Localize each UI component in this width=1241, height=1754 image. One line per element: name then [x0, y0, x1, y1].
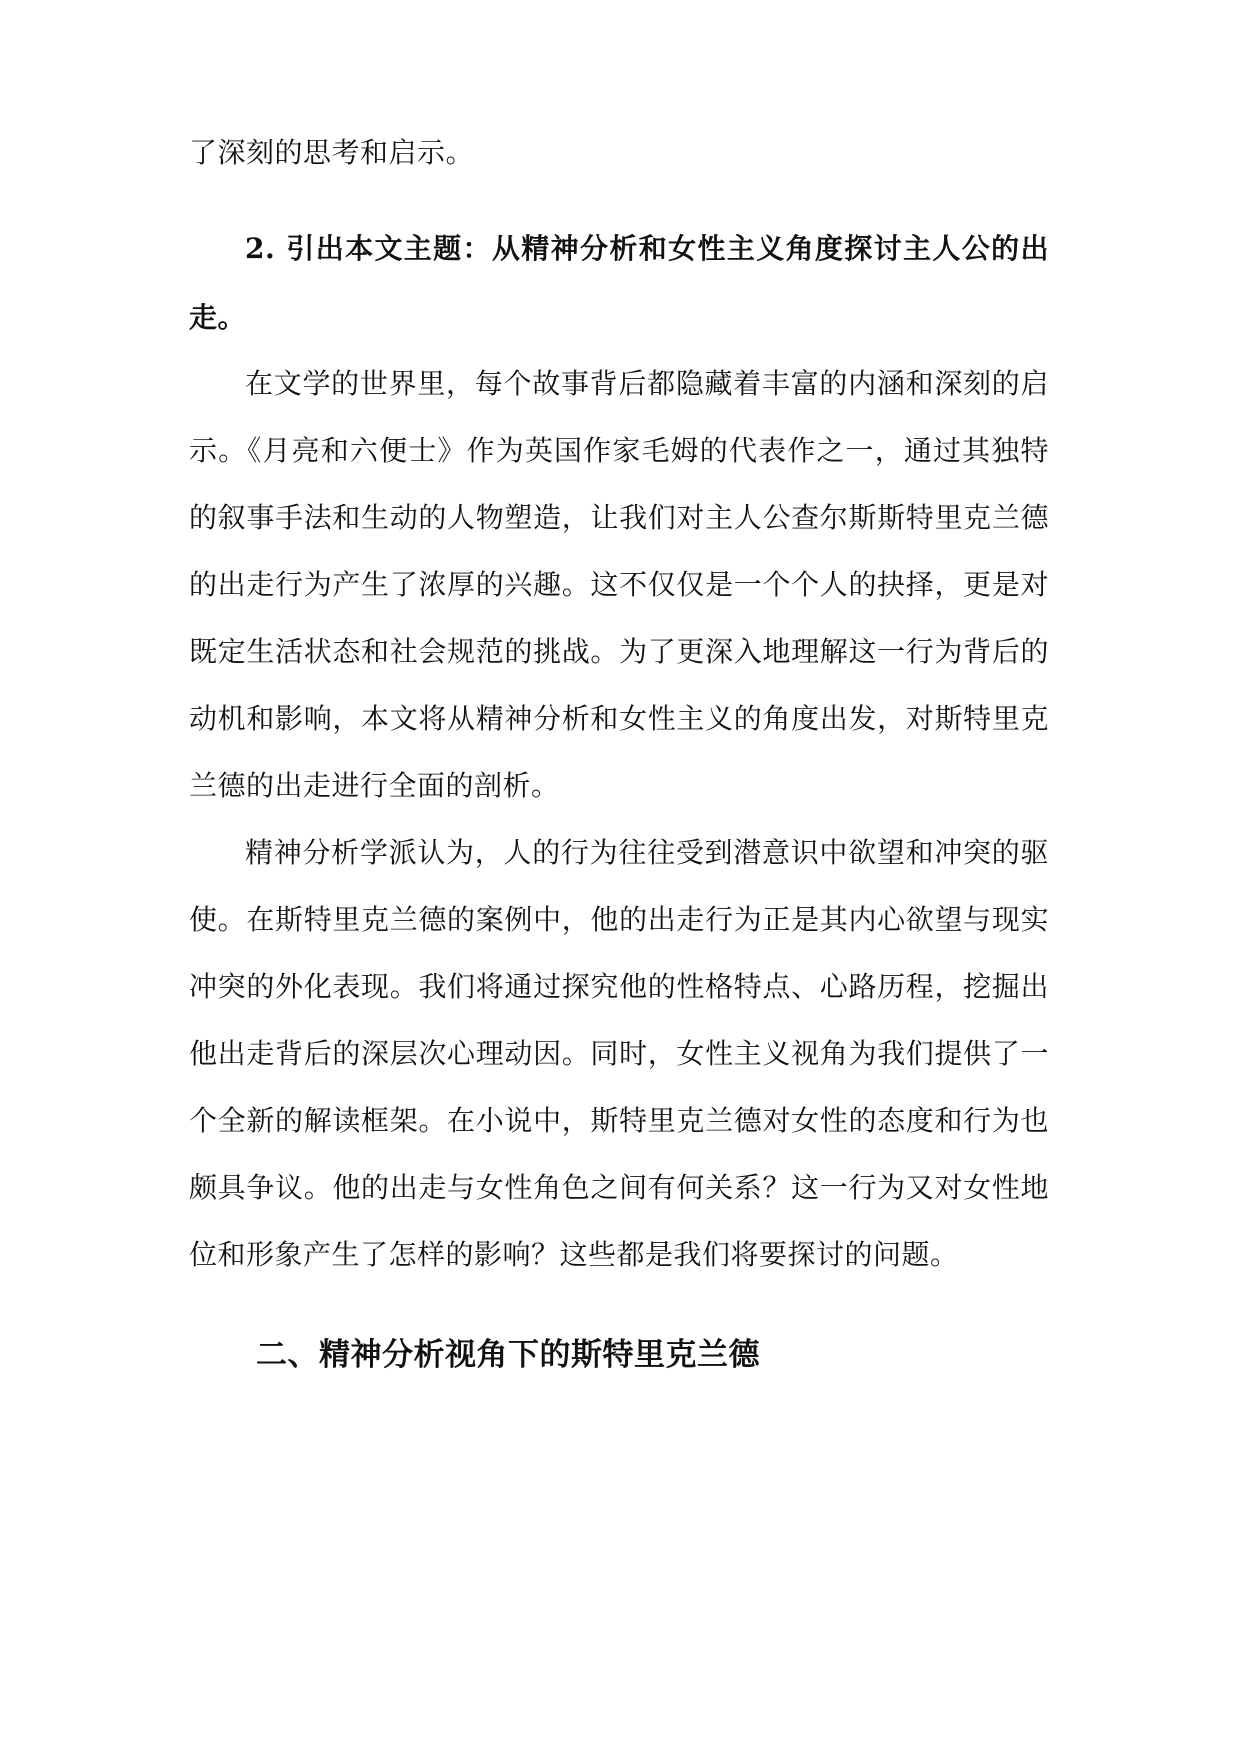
paragraph-continuation-line: 了深刻的思考和启示。: [189, 136, 475, 169]
paragraph-2-line-4: 他出走背后的深层次心理动因。同时，女性主义视角为我们提供了一: [189, 1037, 1049, 1070]
paragraph-1-line-6: 动机和影响，本文将从精神分析和女性主义的角度出发，对斯特里克: [189, 702, 1049, 735]
paragraph-2-line-6: 颇具争议。他的出走与女性角色之间有何关系？这一行为又对女性地: [189, 1171, 1049, 1204]
paragraph-1-line-3: 的叙事手法和生动的人物塑造，让我们对主人公查尔斯斯特里克兰德: [189, 501, 1049, 534]
paragraph-1-line-2: 示。《月亮和六便士》作为英国作家毛姆的代表作之一，通过其独特: [189, 434, 1049, 467]
paragraph-1-line-5: 既定生活状态和社会规范的挑战。为了更深入地理解这一行为背后的: [189, 635, 1049, 668]
paragraph-1-line-4: 的出走行为产生了浓厚的兴趣。这不仅仅是一个个人的抉择，更是对: [189, 568, 1049, 601]
paragraph-2-line-2: 使。在斯特里克兰德的案例中，他的出走行为正是其内心欲望与现实: [189, 903, 1049, 936]
subheading-line-1: 2. 引出本文主题：从精神分析和女性主义角度探讨主人公的出: [245, 232, 1049, 265]
subheading-line-2: 走。: [189, 301, 247, 334]
paragraph-1-line-7: 兰德的出走进行全面的剖析。: [189, 769, 560, 802]
section-heading: 二、精神分析视角下的斯特里克兰德: [256, 1337, 760, 1373]
paragraph-2-line-7: 位和形象产生了怎样的影响？这些都是我们将要探讨的问题。: [189, 1238, 959, 1271]
paragraph-1-line-1: 在文学的世界里，每个故事背后都隐藏着丰富的内涵和深刻的启: [245, 367, 1049, 400]
paragraph-2-line-1: 精神分析学派认为，人的行为往往受到潜意识中欲望和冲突的驱: [245, 836, 1049, 869]
paragraph-2-line-3: 冲突的外化表现。我们将通过探究他的性格特点、心路历程，挖掘出: [189, 970, 1049, 1003]
paragraph-2-line-5: 个全新的解读框架。在小说中，斯特里克兰德对女性的态度和行为也: [189, 1104, 1049, 1137]
